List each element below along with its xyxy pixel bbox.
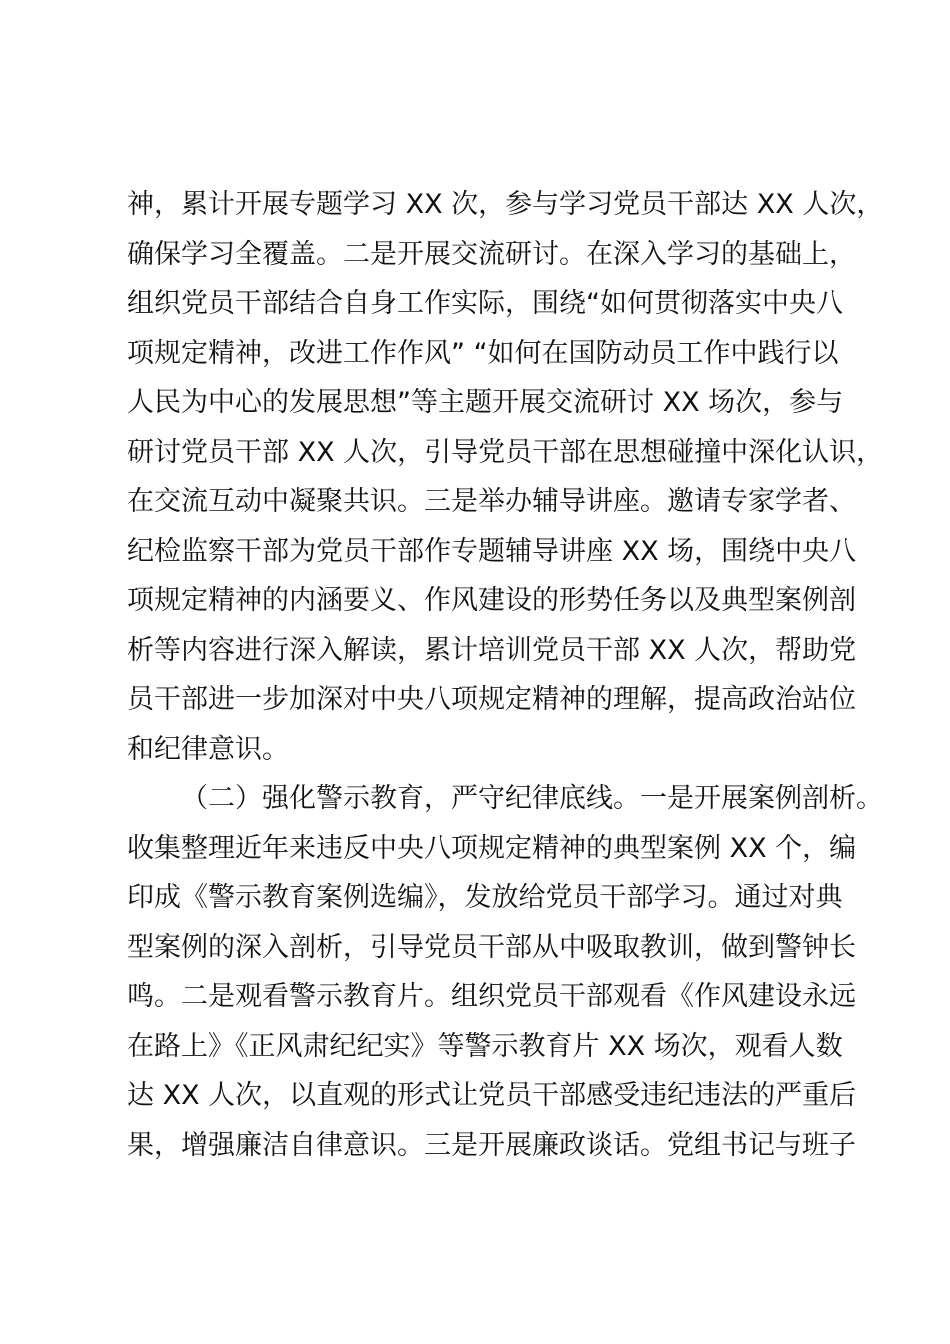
text-line: 员干部进一步加深对中央八项规定精神的理解，提高政治站位: [127, 684, 856, 715]
text-line: 收集整理近年来违反中央八项规定精神的典型案例 XX 个，编: [127, 832, 857, 864]
text-line: 纪检监察干部为党员干部作专题辅导讲座 XX 场，围绕中央八: [127, 535, 857, 567]
text-line: 果，增强廉洁自律意识。三是开展廉政谈话。党组书记与班子: [127, 1129, 856, 1161]
text-line: 型案例的深入剖析，引导党员干部从中吸取教训，做到警钟长: [127, 931, 856, 963]
text-line: 在交流互动中凝聚共识。三是举办辅导讲座。邀请专家学者、: [127, 486, 856, 517]
text-line: 神，累计开展专题学习 XX 次，参与学习党员干部达 XX 人次，: [127, 189, 884, 220]
text-line: 鸣。二是观看警示教育片。组织党员干部观看《作风建设永远: [127, 981, 856, 1012]
body-text: [127, 180, 887, 1170]
text-line: 项规定精神的内涵要义、作风建设的形势任务以及典型案例剖: [127, 585, 856, 616]
text-line: 项规定精神，改进工作作风” “如何在国防动员工作中践行以: [127, 337, 839, 369]
text-line: 析等内容进行深入解读，累计培训党员干部 XX 人次，帮助党: [127, 634, 857, 666]
text-line: 组织党员干部结合自身工作实际，围绕“如何贯彻落实中央八: [127, 288, 843, 319]
text-line: 确保学习全覆盖。二是开展交流研讨。在深入学习的基础上，: [127, 238, 856, 270]
text-line: 和纪律意识。: [127, 733, 289, 765]
section-heading-line: （二）强化警示教育，严守纪律底线。一是开展案例剖析。: [181, 783, 883, 814]
text-line: 研讨党员干部 XX 人次，引导党员干部在思想碰撞中深化认识，: [127, 436, 884, 468]
text-line: 在路上》《正风肃纪纪实》等警示教育片 XX 场次，观看人数: [127, 1030, 843, 1062]
text-line: 达 XX 人次，以直观的形式让党员干部感受违纪违法的严重后: [127, 1080, 857, 1111]
text-line: 印成《警示教育案例选编》，发放给党员干部学习。通过对典: [127, 882, 843, 913]
text-line: 人民为中心的发展思想”等主题开展交流研讨 XX 场次，参与: [127, 387, 844, 418]
